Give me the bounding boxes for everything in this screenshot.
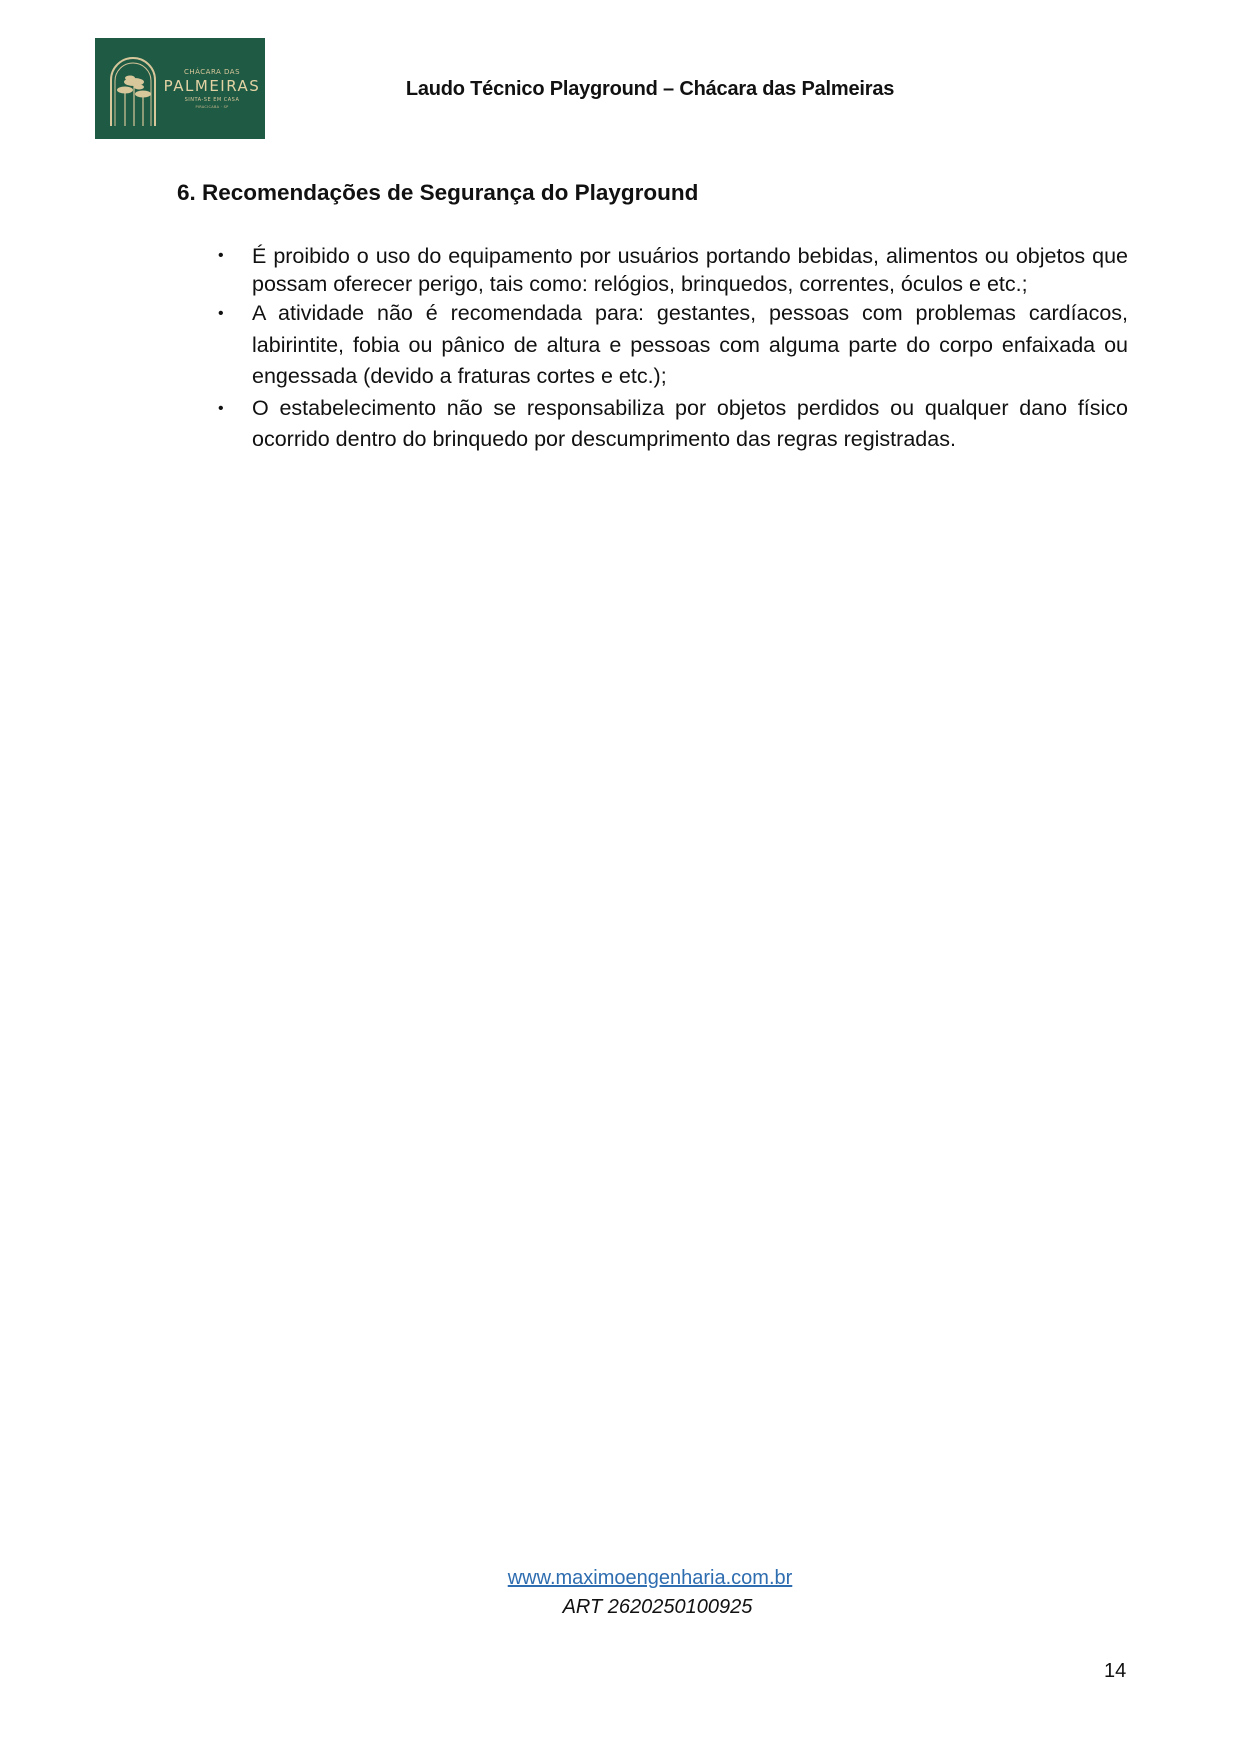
list-item-text: O estabelecimento não se responsabiliza por objetos perdidos ou qualquer dano físico ocorrido dentro do brinquedo por descumprimento das regras registradas. [252, 395, 1128, 451]
bullet-icon: • [218, 305, 224, 322]
logo-line-1: CHÁCARA DAS [183, 68, 241, 76]
logo-location: PIRACICABA · SP [195, 105, 229, 109]
palm-arch-icon [105, 52, 161, 128]
document-header-title: Laudo Técnico Playground – Chácara das Palmeiras [405, 78, 895, 100]
logo-tagline: SINTA-SE EM CASA [184, 97, 240, 103]
art-number: ART 2620250100925 [562, 1596, 753, 1618]
list-item [218, 393, 1128, 456]
bullet-icon: • [218, 399, 224, 417]
list-item [218, 242, 1128, 298]
company-logo [95, 38, 265, 139]
website-link[interactable]: www.maximoengenharia.com.br [507, 1567, 793, 1589]
section-heading: 6. Recomendações de Segurança do Playground [177, 180, 699, 205]
list-item-text: É proibido o uso do equipamento por usuários portando bebidas, alimentos ou objetos que possam oferecer perigo, tais como: relógios, brinquedos, correntes, óculos e etc.; [252, 244, 1128, 296]
recommendations-list [218, 242, 1128, 456]
bullet-icon: • [218, 247, 224, 264]
list-item [218, 298, 1128, 393]
page-number: 14 [1104, 1660, 1127, 1682]
logo-line-2: PALMEIRAS [163, 77, 261, 95]
list-item-text: A atividade não é recomendada para: gestantes, pessoas com problemas cardíacos, labirintite, fobia ou pânico de altura e pessoas com alguma parte do corpo enfaixada ou engessada (devido a fraturas cortes e etc.); [252, 301, 1128, 388]
